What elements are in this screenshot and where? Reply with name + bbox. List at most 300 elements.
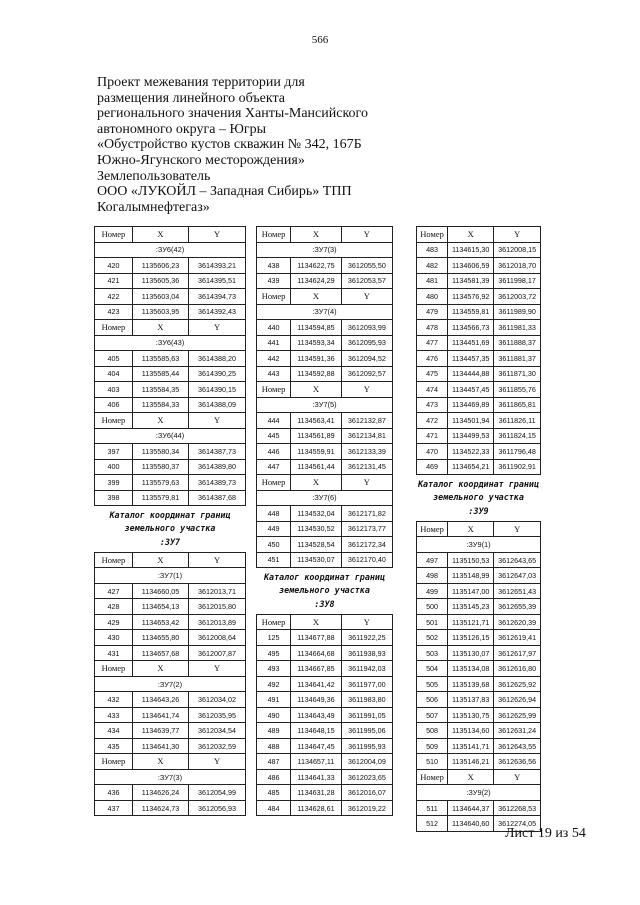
y-coordinate: 3614390,25 — [189, 366, 246, 382]
x-coordinate: 1134626,24 — [132, 785, 188, 801]
y-coordinate: 3612032,59 — [189, 738, 246, 754]
caption-line: Каталог координат границ — [109, 510, 231, 520]
y-coordinate: 3611938,93 — [341, 645, 392, 661]
parcel-row — [95, 769, 246, 785]
caption-line: :ЗУ7 — [159, 536, 181, 547]
column-header: Номер — [95, 661, 133, 677]
x-coordinate: 1134530,52 — [291, 521, 342, 537]
table-row — [95, 459, 246, 475]
y-coordinate: 3614395,51 — [189, 273, 246, 289]
point-number: 440 — [257, 320, 291, 336]
y-coordinate: 3612651,43 — [494, 583, 541, 599]
column-header: Номер — [257, 614, 291, 630]
document-title — [97, 75, 427, 215]
y-coordinate: 3612170,40 — [341, 552, 392, 568]
table-row — [417, 552, 541, 568]
y-coordinate: 3612631,24 — [494, 723, 541, 739]
parcel-row — [95, 428, 246, 444]
point-number: 481 — [417, 273, 448, 289]
y-coordinate: 3611881,37 — [494, 351, 541, 367]
catalog-caption — [94, 509, 246, 549]
table-row — [95, 630, 246, 646]
table-row — [95, 723, 246, 739]
table-row — [95, 599, 246, 615]
table-row — [417, 568, 541, 584]
y-coordinate: 3612093,99 — [341, 320, 392, 336]
table-row — [257, 800, 393, 816]
x-coordinate: 1134647,45 — [291, 738, 342, 754]
x-coordinate: 1134561,89 — [291, 428, 342, 444]
table-row — [257, 258, 393, 274]
caption-line: :ЗУ8 — [314, 598, 335, 609]
point-number: 497 — [417, 552, 448, 568]
point-number: 487 — [257, 754, 291, 770]
y-coordinate: 3612013,89 — [189, 614, 246, 630]
y-coordinate: 3612643,65 — [494, 552, 541, 568]
point-number: 479 — [417, 304, 448, 320]
point-number: 490 — [257, 707, 291, 723]
coordinate-column-right — [416, 226, 541, 832]
table-row — [95, 614, 246, 630]
parcel-label: :ЗУ6(43) — [95, 335, 246, 351]
parcel-label: :ЗУ9(2) — [417, 785, 541, 801]
caption-line: Каталог координат границ — [263, 572, 385, 582]
column-header: X — [291, 227, 342, 243]
point-number: 471 — [417, 428, 448, 444]
table-row — [257, 537, 393, 553]
x-coordinate: 1134643,49 — [291, 707, 342, 723]
table-row — [417, 273, 541, 289]
y-coordinate: 3611998,17 — [494, 273, 541, 289]
column-header: Y — [189, 320, 246, 336]
x-coordinate: 1134469,89 — [448, 397, 494, 413]
y-coordinate: 3614388,09 — [189, 397, 246, 413]
x-coordinate: 1135137,83 — [448, 692, 494, 708]
x-coordinate: 1134624,29 — [291, 273, 342, 289]
point-number: 423 — [95, 304, 133, 320]
y-coordinate: 3612268,53 — [494, 800, 541, 816]
y-coordinate: 3612092,57 — [341, 366, 392, 382]
x-coordinate: 1134566,73 — [448, 320, 494, 336]
table-row — [417, 583, 541, 599]
table-row — [95, 444, 246, 460]
column-header: Y — [341, 614, 392, 630]
column-header: X — [132, 552, 188, 568]
point-number: 430 — [95, 630, 133, 646]
title-line: Когалымнефтегаз» — [97, 199, 210, 215]
y-coordinate: 3611991,05 — [341, 707, 392, 723]
x-coordinate: 1134593,34 — [291, 335, 342, 351]
table-row — [417, 289, 541, 305]
table-row — [257, 692, 393, 708]
parcel-row — [417, 537, 541, 553]
table-row — [95, 397, 246, 413]
point-number: 447 — [257, 459, 291, 475]
parcel-row — [257, 304, 393, 320]
y-coordinate: 3612004,09 — [341, 754, 392, 770]
column-header: Номер — [417, 769, 448, 785]
y-coordinate: 3614387,73 — [189, 444, 246, 460]
y-coordinate: 3612053,57 — [341, 273, 392, 289]
table-row — [417, 661, 541, 677]
y-coordinate: 3612131,45 — [341, 459, 392, 475]
parcel-row — [95, 242, 246, 258]
coordinate-column-left — [94, 226, 246, 816]
table-row — [257, 366, 393, 382]
point-number: 125 — [257, 630, 291, 646]
y-coordinate: 3612034,02 — [189, 692, 246, 708]
point-number: 432 — [95, 692, 133, 708]
column-header: X — [448, 227, 494, 243]
table-row — [417, 242, 541, 258]
column-header: X — [132, 227, 188, 243]
x-coordinate: 1134677,88 — [291, 630, 342, 646]
y-coordinate: 3612003,72 — [494, 289, 541, 305]
x-coordinate: 1134561,44 — [291, 459, 342, 475]
y-coordinate: 3612008,64 — [189, 630, 246, 646]
point-number: 501 — [417, 614, 448, 630]
header-row — [417, 227, 541, 243]
x-coordinate: 1134591,36 — [291, 351, 342, 367]
y-coordinate: 3612134,81 — [341, 428, 392, 444]
y-coordinate: 3614387,68 — [189, 490, 246, 506]
y-coordinate: 3614389,80 — [189, 459, 246, 475]
column-header: Y — [189, 661, 246, 677]
x-coordinate: 1135603,04 — [132, 289, 188, 305]
y-coordinate: 3612035,95 — [189, 707, 246, 723]
parcel-label: :ЗУ7(6) — [257, 490, 393, 506]
y-coordinate: 3611977,00 — [341, 676, 392, 692]
y-coordinate: 3611989,90 — [494, 304, 541, 320]
header-row — [257, 475, 393, 491]
y-coordinate: 3614389,73 — [189, 475, 246, 491]
y-coordinate: 3611995,06 — [341, 723, 392, 739]
x-coordinate: 1135580,37 — [132, 459, 188, 475]
y-coordinate: 3612625,92 — [494, 676, 541, 692]
table-row — [417, 304, 541, 320]
y-coordinate: 3614393,21 — [189, 258, 246, 274]
y-coordinate: 3612616,80 — [494, 661, 541, 677]
column-header: Y — [341, 227, 392, 243]
caption-line: земельного участка — [279, 585, 370, 596]
point-number: 507 — [417, 707, 448, 723]
table-row — [417, 335, 541, 351]
x-coordinate: 1135146,21 — [448, 754, 494, 770]
column-header: Y — [189, 552, 246, 568]
parcel-label: :ЗУ7(3) — [95, 769, 246, 785]
y-coordinate: 3611995,93 — [341, 738, 392, 754]
x-coordinate: 1134628,61 — [291, 800, 342, 816]
table-row — [257, 723, 393, 739]
x-coordinate: 1135580,34 — [132, 444, 188, 460]
column-header: Номер — [257, 475, 291, 491]
x-coordinate: 1134664,68 — [291, 645, 342, 661]
coordinate-table — [94, 552, 246, 817]
point-number: 511 — [417, 800, 448, 816]
x-coordinate: 1134559,91 — [291, 444, 342, 460]
table-row — [417, 413, 541, 429]
table-row — [257, 738, 393, 754]
point-number: 489 — [257, 723, 291, 739]
column-header: X — [448, 521, 494, 537]
parcel-label: :ЗУ6(42) — [95, 242, 246, 258]
y-coordinate: 3611796,48 — [494, 444, 541, 460]
column-header: X — [291, 289, 342, 305]
point-number: 509 — [417, 738, 448, 754]
x-coordinate: 1134581,39 — [448, 273, 494, 289]
point-number: 492 — [257, 676, 291, 692]
x-coordinate: 1134624,73 — [132, 800, 188, 816]
x-coordinate: 1135134,60 — [448, 723, 494, 739]
point-number: 397 — [95, 444, 133, 460]
parcel-row — [257, 490, 393, 506]
x-coordinate: 1134644,37 — [448, 800, 494, 816]
x-coordinate: 1134639,77 — [132, 723, 188, 739]
point-number: 434 — [95, 723, 133, 739]
header-row — [95, 661, 246, 677]
x-coordinate: 1134444,88 — [448, 366, 494, 382]
y-coordinate: 3612173,77 — [341, 521, 392, 537]
point-number: 472 — [417, 413, 448, 429]
y-coordinate: 3612019,22 — [341, 800, 392, 816]
x-coordinate: 1134501,94 — [448, 413, 494, 429]
header-row — [95, 227, 246, 243]
header-row — [257, 614, 393, 630]
point-number: 439 — [257, 273, 291, 289]
point-number: 469 — [417, 459, 448, 475]
x-coordinate: 1134660,05 — [132, 583, 188, 599]
header-row — [417, 769, 541, 785]
y-coordinate: 3612619,41 — [494, 630, 541, 646]
point-number: 505 — [417, 676, 448, 692]
y-coordinate: 3611902,91 — [494, 459, 541, 475]
table-row — [417, 444, 541, 460]
table-row — [417, 645, 541, 661]
point-number: 433 — [95, 707, 133, 723]
coordinate-table — [256, 226, 393, 568]
y-coordinate: 3612647,03 — [494, 568, 541, 584]
column-header: Y — [494, 227, 541, 243]
point-number: 474 — [417, 382, 448, 398]
parcel-row — [95, 676, 246, 692]
x-coordinate: 1134648,15 — [291, 723, 342, 739]
parcel-row — [95, 335, 246, 351]
x-coordinate: 1134457,45 — [448, 382, 494, 398]
x-coordinate: 1135606,23 — [132, 258, 188, 274]
caption-line: земельного участка — [124, 523, 216, 534]
y-coordinate: 3612655,39 — [494, 599, 541, 615]
y-coordinate: 3612054,99 — [189, 785, 246, 801]
point-number: 448 — [257, 506, 291, 522]
point-number: 403 — [95, 382, 133, 398]
header-row — [95, 754, 246, 770]
point-number: 420 — [95, 258, 133, 274]
point-number: 431 — [95, 645, 133, 661]
table-row — [417, 630, 541, 646]
point-number: 443 — [257, 366, 291, 382]
point-number: 488 — [257, 738, 291, 754]
y-coordinate: 3611922,25 — [341, 630, 392, 646]
coordinate-table — [416, 521, 541, 832]
y-coordinate: 3611865,81 — [494, 397, 541, 413]
table-row — [95, 645, 246, 661]
x-coordinate: 1135603,95 — [132, 304, 188, 320]
point-number: 491 — [257, 692, 291, 708]
point-number: 506 — [417, 692, 448, 708]
point-number: 493 — [257, 661, 291, 677]
x-coordinate: 1134657,68 — [132, 645, 188, 661]
point-number: 473 — [417, 397, 448, 413]
y-coordinate: 3612620,39 — [494, 614, 541, 630]
x-coordinate: 1134641,74 — [132, 707, 188, 723]
column-header: Y — [494, 521, 541, 537]
table-row — [257, 444, 393, 460]
point-number: 480 — [417, 289, 448, 305]
coordinate-table — [256, 614, 393, 817]
y-coordinate: 3612172,34 — [341, 537, 392, 553]
x-coordinate: 1134457,35 — [448, 351, 494, 367]
x-coordinate: 1135134,08 — [448, 661, 494, 677]
point-number: 404 — [95, 366, 133, 382]
table-row — [417, 754, 541, 770]
x-coordinate: 1134654,21 — [448, 459, 494, 475]
point-number: 437 — [95, 800, 133, 816]
column-header: X — [291, 382, 342, 398]
y-coordinate: 3612133,39 — [341, 444, 392, 460]
y-coordinate: 3612056,93 — [189, 800, 246, 816]
point-number: 495 — [257, 645, 291, 661]
parcel-label: :ЗУ7(3) — [257, 242, 393, 258]
x-coordinate: 1135141,71 — [448, 738, 494, 754]
y-coordinate: 3612132,87 — [341, 413, 392, 429]
column-header: Номер — [257, 382, 291, 398]
table-row — [257, 785, 393, 801]
x-coordinate: 1135585,63 — [132, 351, 188, 367]
point-number: 398 — [95, 490, 133, 506]
point-number: 510 — [417, 754, 448, 770]
y-coordinate: 3614388,20 — [189, 351, 246, 367]
point-number: 476 — [417, 351, 448, 367]
x-coordinate: 1135126,15 — [448, 630, 494, 646]
x-coordinate: 1135584,33 — [132, 397, 188, 413]
point-number: 421 — [95, 273, 133, 289]
column-header: X — [291, 475, 342, 491]
parcel-label: :ЗУ6(44) — [95, 428, 246, 444]
column-header: X — [291, 614, 342, 630]
y-coordinate: 3612015,80 — [189, 599, 246, 615]
table-row — [257, 769, 393, 785]
x-coordinate: 1134641,33 — [291, 769, 342, 785]
y-coordinate: 3611983,80 — [341, 692, 392, 708]
x-coordinate: 1134655,80 — [132, 630, 188, 646]
parcel-label: :ЗУ7(5) — [257, 397, 393, 413]
x-coordinate: 1135130,75 — [448, 707, 494, 723]
point-number: 445 — [257, 428, 291, 444]
y-coordinate: 3612171,82 — [341, 506, 392, 522]
column-header: Номер — [417, 521, 448, 537]
x-coordinate: 1134622,75 — [291, 258, 342, 274]
point-number: 428 — [95, 599, 133, 615]
x-coordinate: 1134606,59 — [448, 258, 494, 274]
point-number: 444 — [257, 413, 291, 429]
column-header: Номер — [417, 227, 448, 243]
point-number: 441 — [257, 335, 291, 351]
table-row — [95, 273, 246, 289]
y-coordinate: 3612643,55 — [494, 738, 541, 754]
table-row — [95, 304, 246, 320]
x-coordinate: 1134451,69 — [448, 335, 494, 351]
column-header: Y — [189, 227, 246, 243]
point-number: 429 — [95, 614, 133, 630]
y-coordinate: 3612018,70 — [494, 258, 541, 274]
column-header: Y — [341, 475, 392, 491]
x-coordinate: 1135139,68 — [448, 676, 494, 692]
coordinate-table — [416, 226, 541, 475]
column-header: Y — [494, 769, 541, 785]
parcel-row — [417, 785, 541, 801]
y-coordinate: 3612013,71 — [189, 583, 246, 599]
title-line: ООО «ЛУКОЙЛ – Западная Сибирь» ТПП — [97, 184, 352, 200]
parcel-label: :ЗУ7(2) — [95, 676, 246, 692]
parcel-row — [95, 568, 246, 584]
table-row — [417, 599, 541, 615]
catalog-caption — [416, 478, 541, 518]
table-row — [95, 382, 246, 398]
point-number: 436 — [95, 785, 133, 801]
table-row — [257, 335, 393, 351]
sheet-number: Лист 19 из 54 — [505, 826, 586, 841]
table-row — [95, 583, 246, 599]
x-coordinate: 1134592,88 — [291, 366, 342, 382]
point-number: 486 — [257, 769, 291, 785]
table-row — [95, 490, 246, 506]
column-header: Номер — [257, 227, 291, 243]
table-row — [417, 676, 541, 692]
x-coordinate: 1135605,36 — [132, 273, 188, 289]
point-number: 482 — [417, 258, 448, 274]
column-header: Номер — [95, 227, 133, 243]
table-row — [257, 754, 393, 770]
table-row — [257, 521, 393, 537]
x-coordinate: 1134559,81 — [448, 304, 494, 320]
y-coordinate: 3614390,15 — [189, 382, 246, 398]
table-row — [417, 459, 541, 475]
point-number: 422 — [95, 289, 133, 305]
point-number: 405 — [95, 351, 133, 367]
column-header: X — [132, 661, 188, 677]
x-coordinate: 1134657,11 — [291, 754, 342, 770]
y-coordinate: 3614392,43 — [189, 304, 246, 320]
point-number: 478 — [417, 320, 448, 336]
y-coordinate: 3612636,56 — [494, 754, 541, 770]
table-row — [257, 661, 393, 677]
x-coordinate: 1134532,04 — [291, 506, 342, 522]
point-number: 438 — [257, 258, 291, 274]
parcel-label: :ЗУ7(1) — [95, 568, 246, 584]
title-line: автономного округа – Югры — [97, 121, 266, 137]
page-number: 566 — [311, 34, 329, 46]
table-row — [257, 707, 393, 723]
y-coordinate: 3611824,15 — [494, 428, 541, 444]
column-header: Y — [341, 289, 392, 305]
column-header: Y — [189, 413, 246, 429]
x-coordinate: 1135145,23 — [448, 599, 494, 615]
title-line: «Обустройство кустов скважин № 342, 167Б — [97, 137, 362, 153]
point-number: 502 — [417, 630, 448, 646]
title-line: регионального значения Ханты-Мансийского — [97, 106, 368, 122]
coordinate-column-middle — [256, 226, 393, 816]
catalog-caption — [256, 571, 393, 611]
